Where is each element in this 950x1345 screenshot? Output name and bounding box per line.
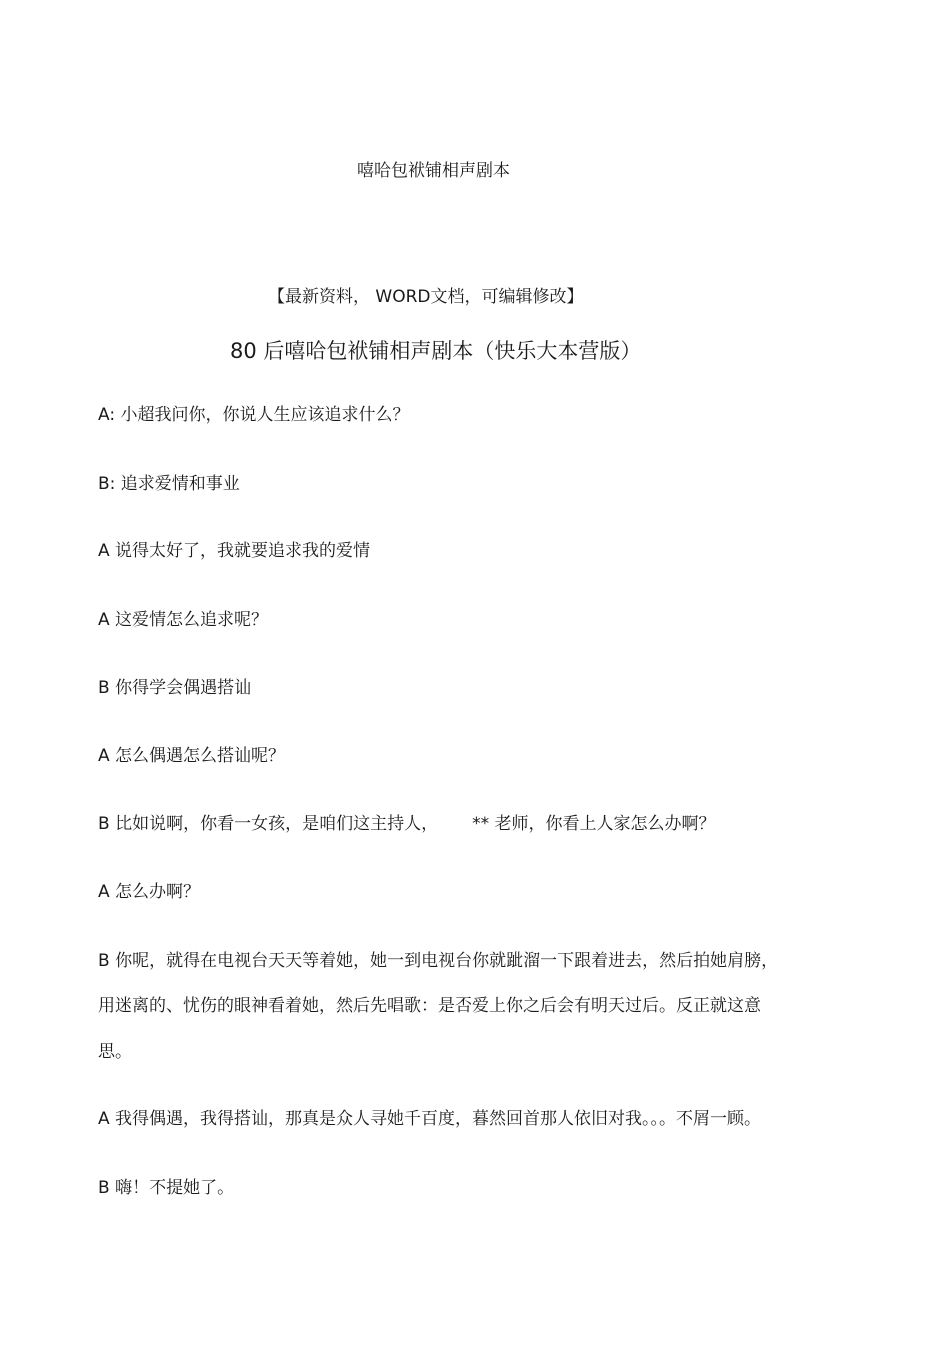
page-title: 80 后嘻哈包袱铺相声剧本（快乐大本营版） <box>230 339 642 363</box>
dialogue-line: B: 追求爱情和事业 <box>98 474 240 494</box>
dialogue-line: A 怎么办啊？ <box>98 882 201 902</box>
dialogue-segment: ** 老师，你看上人家怎么办啊？ <box>472 814 716 834</box>
dialogue-line: B 你得学会偶遇搭讪 <box>98 678 252 698</box>
dialogue-line: B 你呢，就得在电视台天天等着她，她一到电视台你就跐溜一下跟着进去，然后拍她肩膀， <box>98 951 779 971</box>
dialogue-line: A 怎么偶遇怎么搭讪呢？ <box>98 746 286 766</box>
dialogue-segment: B 比如说啊，你看一女孩，是咱们这主持人， <box>98 814 439 834</box>
dialogue-line: A 说得太好了，我就要追求我的爱情 <box>98 541 371 561</box>
dialogue-line: 思。 <box>98 1042 132 1062</box>
dialogue-line: B 嗨！不提她了。 <box>98 1178 235 1198</box>
dialogue-line: 用迷离的、忧伤的眼神看着她，然后先唱歌：是否爱上你之后会有明天过后。反正就这意 <box>98 996 761 1016</box>
dialogue-line: A 我得偶遇，我得搭讪，那真是众人寻她千百度，暮然回首那人依旧对我。。。不屑一顾。 <box>98 1109 762 1129</box>
header-title: 嘻哈包袱铺相声剧本 <box>357 161 510 181</box>
dialogue-line: A 这爱情怎么追求呢？ <box>98 610 269 630</box>
dialogue-line <box>98 813 715 835</box>
dialogue-line: A: 小超我问你，你说人生应该追求什么？ <box>98 405 410 425</box>
document-notice: 【最新资料， WORD文档，可编辑修改】 <box>268 287 584 307</box>
